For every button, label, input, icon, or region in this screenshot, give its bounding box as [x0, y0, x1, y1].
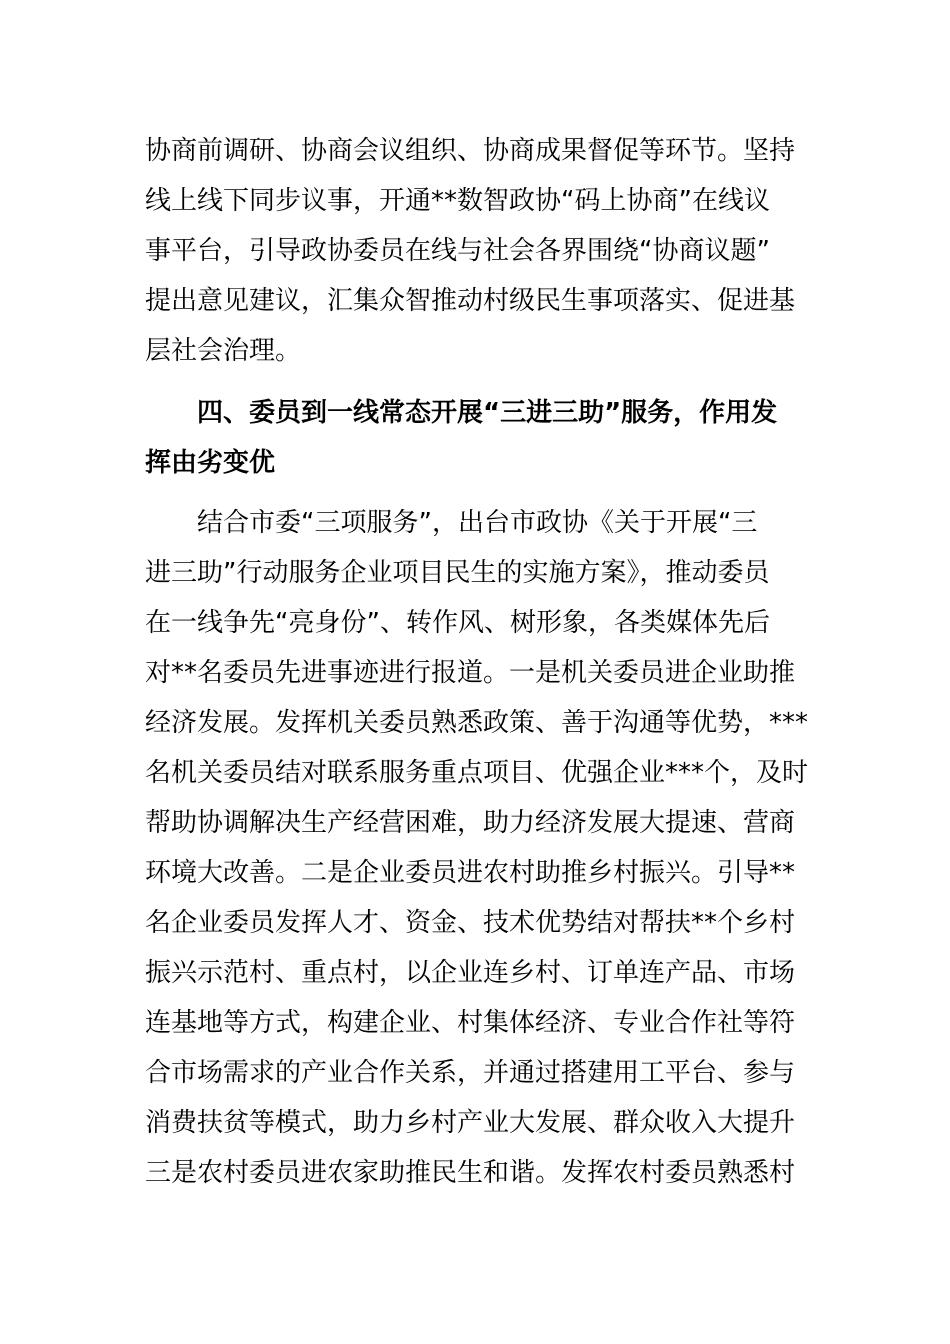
heading-line: 四、委员到一线常态开展“三进三助”服务，作用发 — [197, 398, 778, 428]
text-line: 振兴示范村、重点村，以企业连乡村、订单连产品、市场 — [145, 958, 796, 988]
text-line: 层社会治理。 — [145, 336, 302, 366]
text-line: 对**名委员先进事迹进行报道。一是机关委员进企业助推 — [145, 658, 796, 688]
text-line: 进三助”行动服务企业项目民生的实施方案》，推动委员 — [145, 558, 770, 588]
text-line: 连基地等方式，构建企业、村集体经济、专业合作社等符 — [145, 1008, 796, 1038]
heading-line: 挥由劣变优 — [145, 448, 276, 478]
text-line: 提出意见建议，汇集众智推动村级民生事项落实、促进基 — [145, 286, 796, 316]
text-line: 合市场需求的产业合作关系，并通过搭建用工平台、参与 — [145, 1058, 796, 1088]
body-paragraph — [145, 498, 810, 1198]
text-line: 三是农村委员进农家助推民生和谐。发挥农村委员熟悉村 — [145, 1158, 796, 1188]
text-line: 事平台，引导政协委员在线与社会各界围绕“协商议题” — [145, 236, 770, 266]
text-line: 线上线下同步议事，开通**数智政协“码上协商”在线议 — [145, 186, 770, 216]
body-paragraph — [145, 126, 810, 376]
text-line: 名机关委员结对联系服务重点项目、优强企业***个，及时 — [145, 758, 809, 788]
text-line: 经济发展。发挥机关委员熟悉政策、善于沟通等优势，*** — [145, 708, 809, 738]
text-line: 名企业委员发挥人才、资金、技术优势结对帮扶**个乡村 — [145, 908, 796, 938]
text-line: 消费扶贫等模式，助力乡村产业大发展、群众收入大提升 — [145, 1108, 796, 1138]
section-heading — [145, 388, 810, 488]
text-line: 帮助协调解决生产经营困难，助力经济发展大提速、营商 — [145, 808, 796, 838]
text-line: 在一线争先“亮身份”、转作风、树形象，各类媒体先后 — [145, 608, 770, 638]
text-line: 环境大改善。二是企业委员进农村助推乡村振兴。引导** — [145, 858, 796, 888]
text-line: 协商前调研、协商会议组织、协商成果督促等环节。坚持 — [145, 136, 796, 166]
text-line: 结合市委“三项服务”，出台市政协《关于开展“三 — [197, 508, 758, 538]
